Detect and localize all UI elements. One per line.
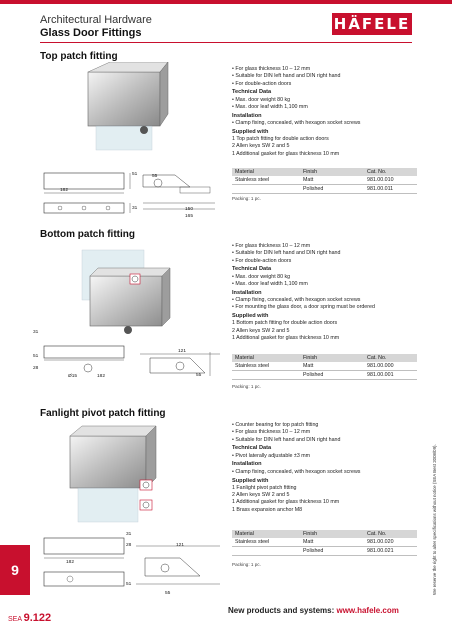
table-cell: 981.00.010 bbox=[364, 176, 417, 185]
spec-bullet: • Clamp fixing, concealed, with hexagon socket screws bbox=[232, 297, 422, 304]
page-number-value: 9.122 bbox=[23, 612, 52, 624]
table-cell: 981.00.001 bbox=[364, 371, 417, 380]
footer-url-link[interactable]: www.hafele.com bbox=[336, 606, 399, 615]
hafele-logo: HÄFELE bbox=[333, 15, 411, 33]
table-header: Finish bbox=[300, 168, 364, 176]
table-cell: 981.00.011 bbox=[364, 185, 417, 194]
table-cell: Stainless steel bbox=[232, 538, 300, 547]
dim-d3: 55 bbox=[196, 373, 202, 378]
fanlight-table bbox=[232, 530, 417, 556]
table-row bbox=[232, 185, 417, 194]
spec-heading: Technical Data bbox=[232, 445, 272, 452]
spec-line: 2 Allen keys SW 2 and 5 bbox=[232, 143, 290, 150]
dim-height: 31 bbox=[126, 532, 132, 537]
table-header: Material bbox=[232, 354, 300, 362]
dim-d1: 55 bbox=[165, 591, 171, 596]
spec-heading: Installation bbox=[232, 289, 262, 296]
spec-heading: Technical Data bbox=[232, 89, 272, 96]
dim-diameter: Ø15 bbox=[68, 374, 78, 379]
page-number bbox=[8, 612, 51, 624]
table-header: Cat. No. bbox=[364, 168, 417, 176]
table-cell: Matt bbox=[300, 538, 364, 547]
fanlight-product-image bbox=[60, 422, 170, 527]
table-cell: 981.00.020 bbox=[364, 538, 417, 547]
table-row bbox=[232, 547, 417, 556]
spec-heading: Installation bbox=[232, 461, 262, 468]
spec-line: 1 Additional gasket for glass thickness 10 mm bbox=[232, 335, 340, 342]
dim-h2: 31 bbox=[132, 206, 138, 211]
dim-pivot2: 150 bbox=[185, 207, 194, 212]
spec-bullet: • Max. door leaf width 1,100 mm bbox=[232, 104, 422, 111]
header-accent-bar bbox=[0, 0, 452, 4]
dim-width: 182 bbox=[66, 560, 75, 565]
spec-line: 1 Additional gasket for glass thickness 10 mm bbox=[232, 499, 340, 506]
top-patch-product-image bbox=[70, 62, 180, 162]
table-cell bbox=[232, 547, 300, 556]
dim-height: 31 bbox=[33, 330, 39, 335]
table-header-row bbox=[232, 168, 417, 176]
dim-pivot3: 165 bbox=[185, 214, 194, 219]
spec-heading: Supplied with bbox=[232, 477, 269, 484]
spec-line: 2 Allen keys SW 2 and 5 bbox=[232, 327, 290, 334]
footer-new-products: New products and systems: bbox=[228, 606, 335, 615]
spec-bullet: • Suitable for DIN left hand and DIN right hand bbox=[232, 250, 422, 257]
chapter-tab: 9 bbox=[0, 545, 30, 595]
table-cell: Stainless steel bbox=[232, 176, 300, 185]
spec-heading: Technical Data bbox=[232, 266, 272, 273]
spec-heading: Supplied with bbox=[232, 128, 269, 135]
disclaimer: We reserve the right to alter specifications without notice (SEA Best 2008/09). bbox=[432, 444, 437, 595]
spec-bullet: • For glass thickness 10 – 12 mm bbox=[232, 66, 422, 73]
header-subtitle: Glass Door Fittings bbox=[40, 27, 142, 39]
table-cell bbox=[232, 371, 300, 380]
table-cell: Matt bbox=[300, 362, 364, 371]
spec-bullet: • Pivot laterally adjustable ±3 mm bbox=[232, 453, 422, 460]
dim-h3: 28 bbox=[126, 543, 132, 548]
spec-line: 2 Allen keys SW 2 and 5 bbox=[232, 492, 290, 499]
spec-line: 1 Brass expansion anchor M8 bbox=[232, 506, 303, 513]
dim-height: 51 bbox=[132, 172, 138, 177]
table-header-row bbox=[232, 354, 417, 362]
page-prefix: SEA bbox=[8, 616, 22, 623]
header-divider bbox=[40, 42, 412, 43]
section-title-top-patch: Top patch fitting bbox=[40, 51, 118, 62]
bottom-patch-product-image bbox=[72, 244, 182, 339]
dim-h3: 28 bbox=[33, 366, 39, 371]
spec-heading: Supplied with bbox=[232, 313, 269, 320]
dim-width: 182 bbox=[97, 374, 106, 379]
spec-bullet: • For glass thickness 10 – 12 mm bbox=[232, 243, 422, 250]
table-row bbox=[232, 362, 417, 371]
spec-line: 1 Top patch fitting for double action doors bbox=[232, 136, 329, 143]
table-cell: Polished bbox=[300, 371, 364, 380]
spec-line: 1 Additional gasket for glass thickness 10 mm bbox=[232, 150, 340, 157]
spec-bullet: • Clamp fixing, concealed, with hexagon socket screws bbox=[232, 120, 422, 127]
spec-bullet: • Suitable for DIN left hand and DIN right hand bbox=[232, 73, 422, 80]
spec-bullet: • Suitable for DIN left hand and DIN right hand bbox=[232, 437, 422, 444]
dim-pivot1: 55 bbox=[152, 174, 158, 179]
section-title-fanlight: Fanlight pivot patch fitting bbox=[40, 408, 166, 419]
spec-bullet: • For double-action doors bbox=[232, 81, 422, 88]
table-cell: Matt bbox=[300, 176, 364, 185]
top-patch-table bbox=[232, 168, 417, 194]
table-header: Finish bbox=[300, 530, 364, 538]
spec-bullet: • For mounting the glass door, a door spring must be ordered bbox=[232, 304, 422, 311]
dim-width: 182 bbox=[60, 188, 69, 193]
table-header-row bbox=[232, 530, 417, 538]
table-cell: Stainless steel bbox=[232, 362, 300, 371]
table-header: Material bbox=[232, 530, 300, 538]
table-header: Material bbox=[232, 168, 300, 176]
fanlight-spec bbox=[232, 422, 422, 514]
table-row bbox=[232, 371, 417, 380]
spec-bullet: • For double-action doors bbox=[232, 258, 422, 265]
table-cell: Polished bbox=[300, 185, 364, 194]
table-header: Finish bbox=[300, 354, 364, 362]
spec-bullet: • Max. door weight 80 kg bbox=[232, 97, 422, 104]
spec-heading: Installation bbox=[232, 112, 262, 119]
dim-h2: 51 bbox=[33, 354, 39, 359]
spec-bullet: • Max. door leaf width 1,100 mm bbox=[232, 281, 422, 288]
dim-h2: 51 bbox=[126, 582, 132, 587]
spec-bullet: • Counter bearing for top patch fitting bbox=[232, 422, 422, 429]
table-row bbox=[232, 176, 417, 185]
spec-bullet: • Max. door weight 80 kg bbox=[232, 274, 422, 281]
table-cell: 981.00.000 bbox=[364, 362, 417, 371]
dim-d2: 121 bbox=[178, 349, 187, 354]
spec-bullet: • For glass thickness 10 – 12 mm bbox=[232, 429, 422, 436]
packing-note: Packing: 1 pc. bbox=[232, 562, 261, 567]
table-cell bbox=[232, 185, 300, 194]
table-cell: 981.00.021 bbox=[364, 547, 417, 556]
table-cell: Polished bbox=[300, 547, 364, 556]
bottom-patch-table bbox=[232, 354, 417, 380]
spec-line: 1 Bottom patch fitting for double action doors bbox=[232, 320, 338, 327]
spec-line: 1 Fanlight pivot patch fitting bbox=[232, 484, 297, 491]
footer-tagline bbox=[228, 606, 399, 615]
dim-d2: 121 bbox=[176, 543, 185, 548]
header-title: Architectural Hardware bbox=[40, 14, 152, 26]
table-row bbox=[232, 538, 417, 547]
packing-note: Packing: 1 pc. bbox=[232, 196, 261, 201]
packing-note: Packing: 1 pc. bbox=[232, 384, 261, 389]
top-patch-spec bbox=[232, 66, 422, 158]
table-header: Cat. No. bbox=[364, 530, 417, 538]
section-title-bottom-patch: Bottom patch fitting bbox=[40, 229, 135, 240]
table-header: Cat. No. bbox=[364, 354, 417, 362]
bottom-patch-spec bbox=[232, 243, 422, 342]
spec-bullet: • Clamp fixing, concealed, with hexagon socket screws bbox=[232, 469, 422, 476]
